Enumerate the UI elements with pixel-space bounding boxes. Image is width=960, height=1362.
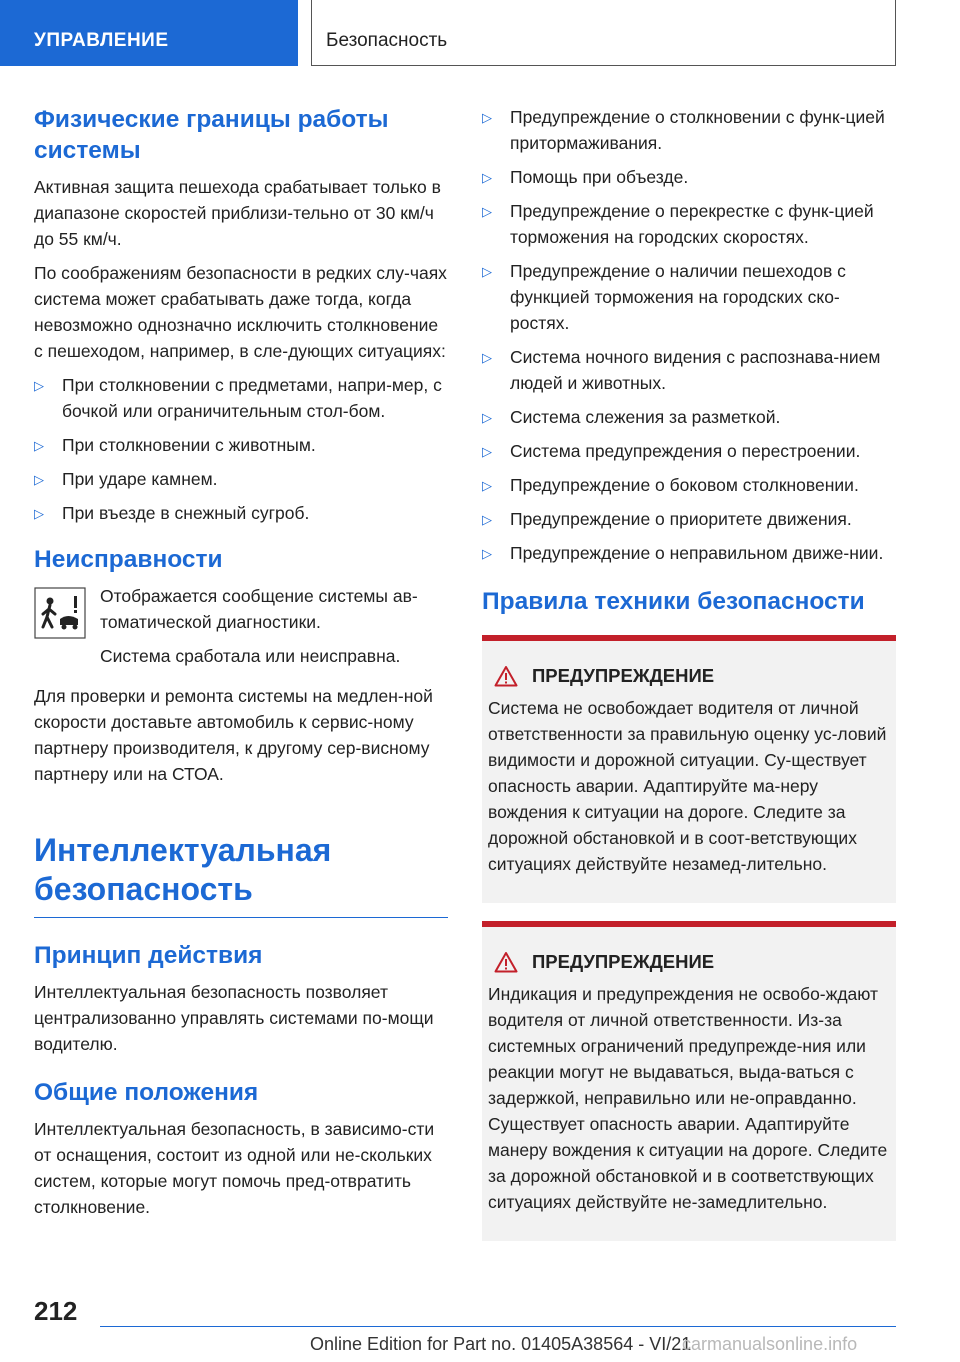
list-item: ▷ Предупреждение о перекрестке с функ-цией торможения на городских скоростях. xyxy=(482,201,874,247)
left-column xyxy=(34,104,448,1228)
bullet-triangle-icon: ▷ xyxy=(482,444,492,459)
fault-message-2: Система сработала или неисправна. xyxy=(100,646,401,666)
list-item: ▷ При ударе камнем. xyxy=(34,466,448,492)
list-item: ▷ Система слежения за разметкой. xyxy=(482,404,896,430)
warning-box-2 xyxy=(482,921,896,1241)
list-item: ▷ Предупреждение о наличии пешеходов с функцией торможения на городских ско-ростях. xyxy=(482,261,846,333)
bullet-triangle-icon: ▷ xyxy=(482,512,492,527)
principle-heading: Принцип действия xyxy=(34,942,263,969)
watermark: carmanualsonline.info xyxy=(682,1334,858,1354)
principle-paragraph: Интеллектуальная безопасность позволяет централизованно управлять системами по-мощи водителю. xyxy=(34,982,434,1054)
list-item: ▷ Предупреждение о приоритете движения. xyxy=(482,506,896,532)
footer-divider xyxy=(100,1326,896,1327)
general-heading: Общие положения xyxy=(34,1079,259,1106)
page-number: 212 xyxy=(34,1296,78,1326)
bullet-triangle-icon: ▷ xyxy=(482,110,492,125)
list-item: ▷ Система ночного видения с распознава-нием людей и животных. xyxy=(482,347,881,393)
warning-box-1 xyxy=(482,635,896,903)
bullet-triangle-icon: ▷ xyxy=(482,478,492,493)
bullet-triangle-icon: ▷ xyxy=(34,472,44,487)
topic-tab: Безопасность xyxy=(311,0,896,66)
list-item: ▷ Система предупреждения о перестроении. xyxy=(482,438,896,464)
faults-paragraph: Для проверки и ремонта системы на медлен-ной скорости доставьте автомобиль к сервис-ному партнеру производителя, к другому сер-висному партнеру или на СТОА. xyxy=(34,686,433,784)
fault-message-1: Отображается сообщение системы ав-томатической диагностики. xyxy=(100,586,418,632)
heading-divider xyxy=(34,917,448,918)
systems-list xyxy=(482,104,896,566)
limits-paragraph-2: По соображениям безопасности в редких слу-чаях система может срабатывать даже тогда, когда невозможно однозначно исключить столкновение с пешеходом, например, в сле-дующих ситуациях: xyxy=(34,263,447,361)
warning-title-1: ПРЕДУПРЕЖДЕНИЕ xyxy=(532,665,715,686)
bullet-triangle-icon: ▷ xyxy=(482,170,492,185)
edition-text: Online Edition for Part no. 01405A38564 - VI/21 xyxy=(310,1334,692,1354)
right-column xyxy=(482,104,896,1259)
bullet-triangle-icon: ▷ xyxy=(482,350,492,365)
bullet-triangle-icon: ▷ xyxy=(482,410,492,425)
rules-heading: Правила техники безопасности xyxy=(482,588,865,615)
warning-text-2: Индикация и предупреждения не освобо-ждают водителя от личной ответственности. Из-за системных ограничений предупрежде-ния или реакции могут не выдаваться, выда-ваться с задержкой, неправильно или не-оправданно. Существует опасность аварии. Адаптируйте манеру вождения к ситуации на дороге. Следите за дорожной обстановкой и в соответствующих ситуациях действуйте не-замедлительно. xyxy=(488,984,888,1212)
warning-triangle-icon xyxy=(494,665,518,687)
list-item: ▷ При столкновении с животным. xyxy=(34,432,448,458)
page-header xyxy=(0,0,960,66)
list-item: ▷ Предупреждение о боковом столкновении. xyxy=(482,472,896,498)
bullet-triangle-icon: ▷ xyxy=(34,378,44,393)
bullet-triangle-icon: ▷ xyxy=(482,204,492,219)
list-item: ▷ Предупреждение о неправильном движе-нии. xyxy=(482,540,896,566)
list-item: ▷ При столкновении с предметами, напри-мер, с бочкой или ограничительным стол-бом. xyxy=(34,375,442,421)
section-tab: УПРАВЛЕНИЕ xyxy=(0,0,298,66)
general-paragraph: Интеллектуальная безопасность, в зависимо-сти от оснащения, состоит из одной или не-скольких систем, которые могут помочь пред-отвратить столкновение. xyxy=(34,1119,435,1217)
warning-title-2: ПРЕДУПРЕЖДЕНИЕ xyxy=(532,951,715,972)
limits-list xyxy=(34,372,448,526)
warning-text-1: Система не освобождает водителя от личной ответственности за правильную оценку ус-ловий видимости и дорожной ситуации. Су-ществует опасность аварии. Адаптируйте ма-неру вождения к ситуации на дороге. Следите за дорожной обстановкой и в соот-ветствующих ситуациях действуйте незамед-лительно. xyxy=(488,698,887,874)
intel-heading: Интеллектуальная безопасность xyxy=(34,832,332,907)
pedestrian-car-warning-icon xyxy=(34,587,86,639)
list-item: ▷ При въезде в снежный сугроб. xyxy=(34,500,448,526)
bullet-triangle-icon: ▷ xyxy=(482,264,492,279)
bullet-triangle-icon: ▷ xyxy=(34,506,44,521)
bullet-triangle-icon: ▷ xyxy=(34,438,44,453)
bullet-triangle-icon: ▷ xyxy=(482,546,492,561)
fault-message xyxy=(34,583,448,677)
list-item: ▷ Помощь при объезде. xyxy=(482,164,896,190)
list-item: ▷ Предупреждение о столкновении с функ-цией притормаживания. xyxy=(482,107,885,153)
limits-heading: Физические границы работы системы xyxy=(34,106,389,164)
warning-triangle-icon xyxy=(494,951,518,973)
limits-paragraph-1: Активная защита пешехода срабатывает только в диапазоне скоростей приблизи-тельно от 30 км/ч до 55 км/ч. xyxy=(34,177,441,249)
faults-heading: Неисправности xyxy=(34,546,223,573)
